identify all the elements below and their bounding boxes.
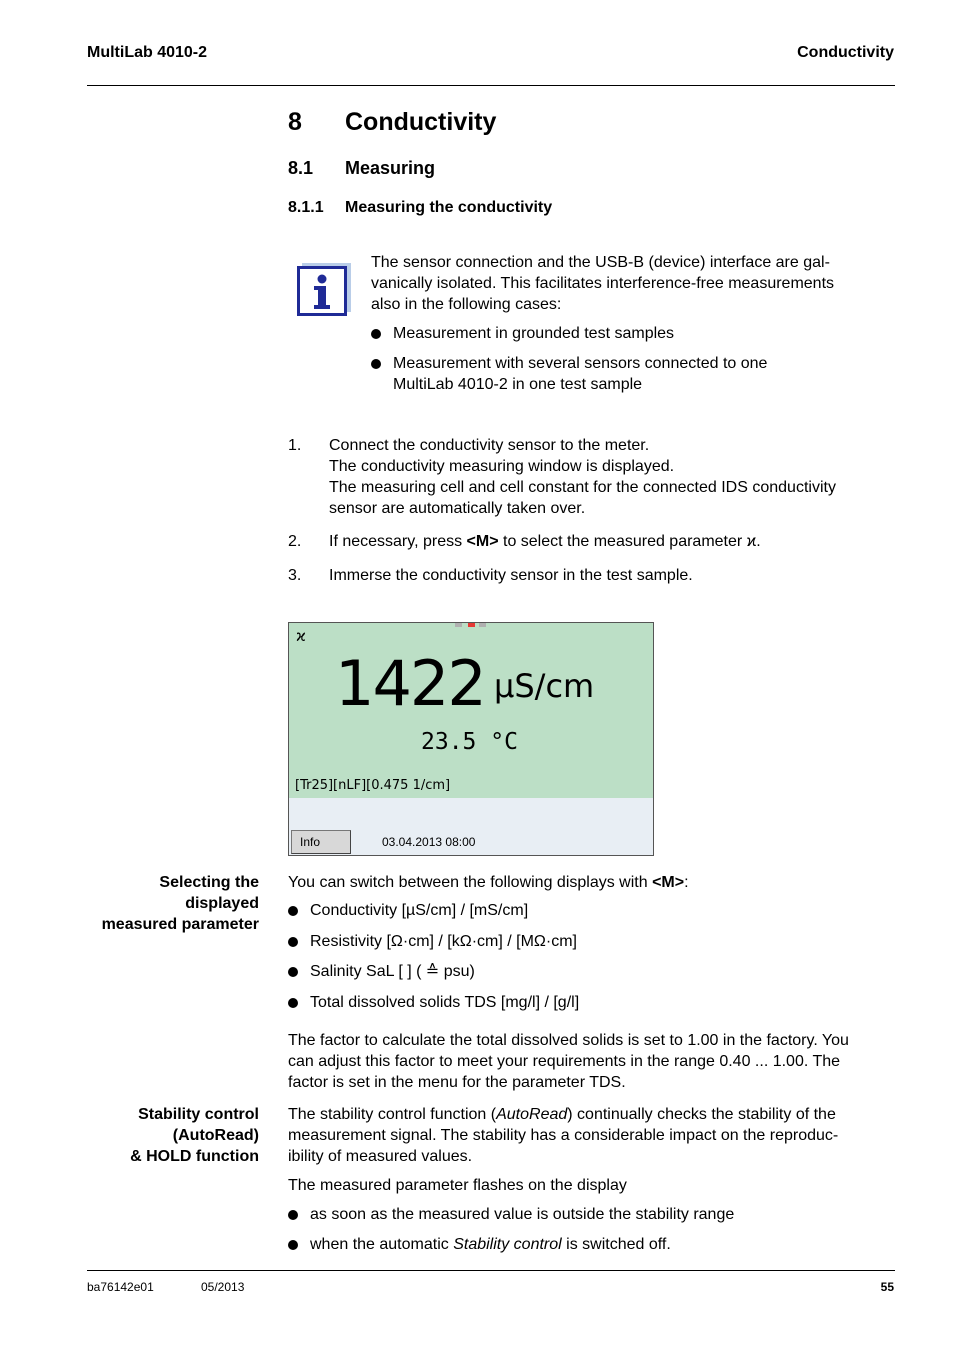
bullet-dot — [371, 359, 381, 369]
chapter-title: Conductivity — [345, 108, 497, 136]
stability-paragraph — [288, 1104, 838, 1167]
step-body — [329, 435, 836, 519]
margin-label-line: displayed — [185, 895, 259, 912]
meter-display — [288, 622, 654, 856]
bullet-dot — [371, 329, 381, 339]
chapter-number: 8 — [288, 108, 302, 136]
display-option-text: Total dissolved solids TDS [mg/l] / [g/l] — [310, 994, 580, 1011]
margin-label-line: Stability control — [138, 1106, 259, 1123]
note-paragraph — [371, 252, 834, 315]
header-product: MultiLab 4010-2 — [87, 44, 208, 61]
note-bullet-text: Measurement in grounded test samples — [393, 325, 675, 342]
display-option-text: Conductivity [µS/cm] / [mS/cm] — [310, 902, 529, 919]
step-body — [329, 531, 761, 552]
note-bullet-text — [393, 353, 767, 395]
paragraph-text: The stability control function ( — [288, 1106, 497, 1123]
bullet-dot — [288, 998, 298, 1008]
paragraph-line: ibility of measured values. — [288, 1148, 473, 1165]
temperature-value: 23.5 °C — [421, 729, 518, 755]
step-body — [329, 565, 693, 586]
margin-label-line: (AutoRead) — [172, 1127, 259, 1144]
tds-factor-paragraph — [288, 1030, 849, 1093]
bullet-dot — [288, 1240, 298, 1250]
indicator-segment-active — [468, 623, 475, 627]
subsection-heading — [288, 199, 552, 217]
measured-value: 1422 — [335, 647, 485, 720]
section-number: 8.1 — [288, 158, 314, 178]
display-option-text: Salinity SaL [ ] ( ≙ psu) — [310, 963, 475, 980]
indicator-segment — [479, 623, 486, 627]
subsection-title: Measuring the conductivity — [345, 199, 553, 216]
step-line: The conductivity measuring window is displayed. — [329, 458, 675, 475]
note-line: vanically isolated. This facilitates interference-free measurements — [371, 275, 835, 292]
margin-label-stability — [130, 1104, 259, 1167]
step-text: If necessary, press — [329, 533, 467, 550]
display-option-text: Resistivity [Ω·cm] / [kΩ·cm] / [MΩ·cm] — [310, 933, 577, 950]
margin-label-line: Selecting the — [159, 874, 259, 891]
measured-unit: µS/cm — [494, 667, 595, 705]
header-rule — [87, 85, 895, 86]
bullet-dot — [288, 967, 298, 977]
measurement-settings: [Tr25][nLF][0.475 1/cm] — [295, 778, 451, 793]
bullet-dot — [288, 937, 298, 947]
paragraph-line: can adjust this factor to meet your requirements in the range 0.40 ... 1.00. The — [288, 1053, 841, 1070]
paragraph-line — [288, 1104, 838, 1125]
parameter-symbol: ϰ — [296, 627, 306, 645]
footer-doc-number: ba76142e01 — [87, 1280, 154, 1294]
margin-label-line: measured parameter — [101, 916, 259, 933]
step-number: 1. — [288, 437, 302, 454]
note-bullet-line: MultiLab 4010-2 in one test sample — [393, 376, 643, 393]
step-line: Connect the conductivity sensor to the meter. — [329, 437, 650, 454]
step-number: 2. — [288, 533, 302, 550]
paragraph-line: The factor to calculate the total dissolved solids is set to 1.00 in the factory. You — [288, 1032, 849, 1049]
key-m: <M> — [466, 533, 499, 550]
paragraph-line: factor is set in the menu for the parameter TDS. — [288, 1074, 626, 1091]
intro-text: : — [684, 874, 689, 891]
flash-condition-text — [310, 1234, 671, 1255]
margin-label-line: & HOLD function — [130, 1148, 259, 1165]
page-number: 55 — [880, 1280, 894, 1294]
selecting-intro — [288, 872, 689, 893]
header-chapter: Conductivity — [797, 44, 894, 61]
step-line: sensor are automatically taken over. — [329, 500, 586, 517]
intro-text: You can switch between the following displays with — [288, 874, 653, 891]
note-line: also in the following cases: — [371, 296, 562, 313]
condition-text: is switched off. — [561, 1236, 671, 1253]
step-line: The measuring cell and cell constant for the connected IDS conductivity — [329, 479, 836, 496]
section-title: Measuring — [345, 158, 436, 178]
info-icon — [297, 262, 352, 317]
margin-label-selecting — [102, 872, 259, 935]
footer-date: 05/2013 — [201, 1280, 245, 1294]
step-number: 3. — [288, 567, 302, 584]
paragraph-text: ) continually checks the stability of the — [567, 1106, 836, 1123]
bullet-dot — [288, 1210, 298, 1220]
display-datetime: 03.04.2013 08:00 — [382, 835, 476, 849]
paragraph-line: measurement signal. The stability has a considerable impact on the reproduc- — [288, 1127, 839, 1144]
indicator-segment — [455, 623, 462, 627]
chapter-heading — [288, 108, 496, 137]
flash-condition-text: as soon as the measured value is outside the stability range — [310, 1206, 735, 1223]
step-line: Immerse the conductivity sensor in the test sample. — [329, 567, 693, 584]
note-bullet-line: Measurement with several sensors connected to one — [393, 355, 768, 372]
subsection-number: 8.1.1 — [288, 199, 324, 216]
stability-control-term: Stability control — [453, 1236, 562, 1253]
step-text: to select the measured parameter ϰ. — [498, 533, 761, 550]
flash-paragraph: The measured parameter flashes on the display — [288, 1177, 627, 1194]
section-heading — [288, 158, 435, 179]
key-m: <M> — [652, 874, 685, 891]
bullet-dot — [288, 906, 298, 916]
condition-text: when the automatic — [310, 1236, 454, 1253]
info-softkey[interactable]: Info — [291, 830, 351, 854]
footer-rule — [87, 1270, 895, 1271]
autoread-term: AutoRead — [496, 1106, 568, 1123]
note-line: The sensor connection and the USB-B (device) interface are gal- — [371, 254, 830, 271]
